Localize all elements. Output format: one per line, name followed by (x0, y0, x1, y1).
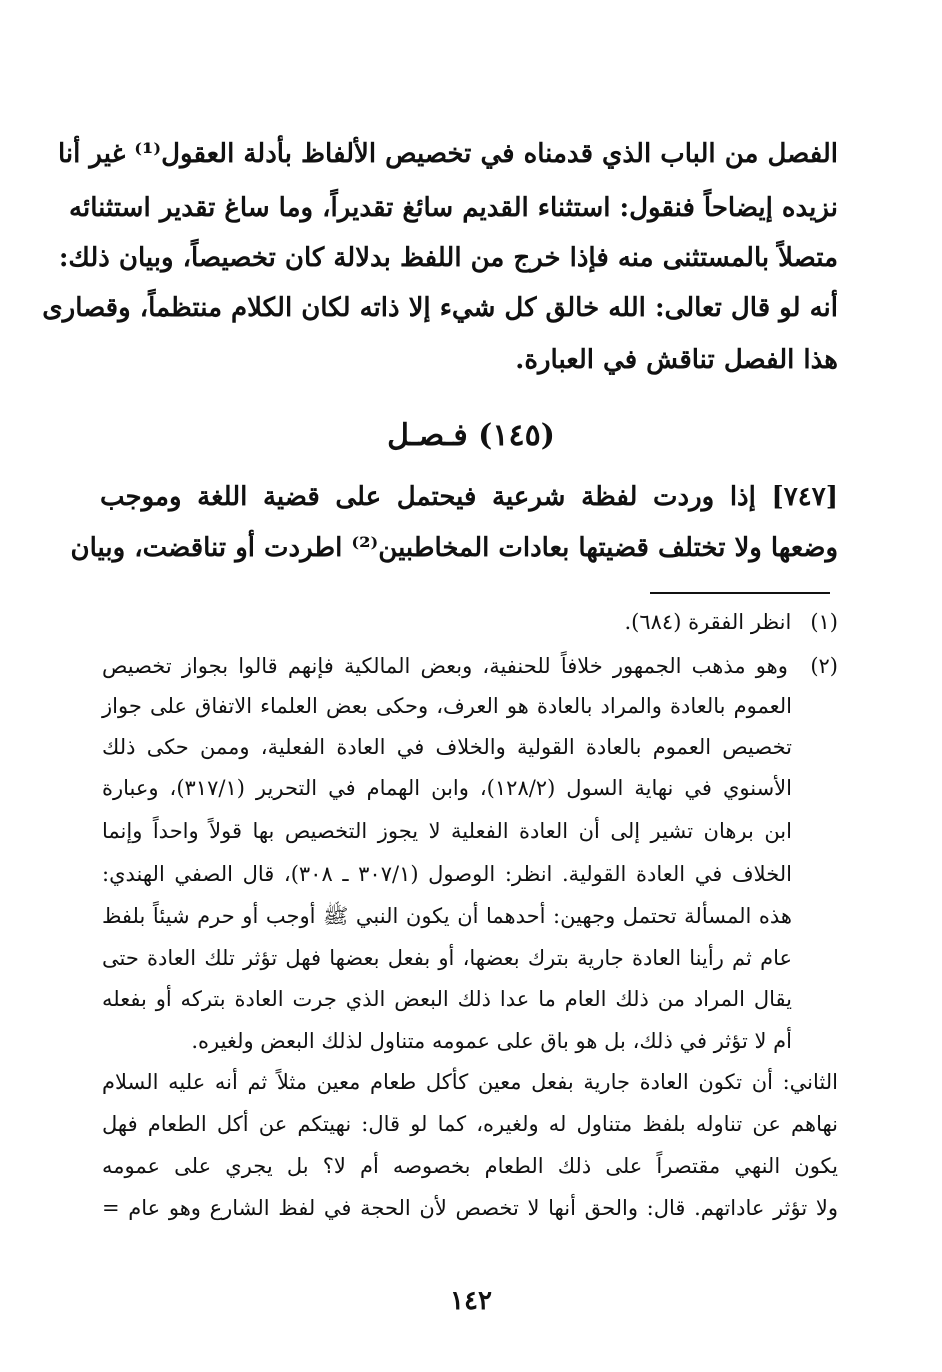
footnote-2-line-10: أم لا تؤثر في ذلك، بل هو باق على عمومه متناول لذلك البعض ولغيره. (191, 1029, 792, 1053)
footnote-2-line-11: الثاني: أن تكون العادة جارية بفعل معين كأكل طعام معين مثلاً ثم أنه عليه السلام (102, 1070, 838, 1094)
footnote-2-text-1: وهو مذهب الجمهور خلافاً للحنفية، وبعض المالكية فإنهم قالوا بجواز تخصيص (102, 654, 788, 678)
footnote-2-line-6: الخلاف في العادة القولية. انظر: الوصول (٣٠٧/١ ـ ٣٠٨)، قال الصفي الهندي: (102, 862, 793, 886)
footnote-1-number: (١) (810, 610, 838, 634)
page-number: ١٤٢ (450, 1286, 492, 1316)
footnote-2-line-13: يكون النهي مقتصراً على ذلك الطعام بخصوصه أم لا؟ بل يجري على عمومه (102, 1154, 838, 1178)
footnote-1 (102, 606, 838, 638)
footnote-2-line-3: تخصيص العموم بالعادة القولية والخلاف في العادة الفعلية، وممن حكى ذلك (102, 735, 792, 759)
body-line-3: متصلاً بالمستثنى منه فإذا خرج من اللفظ بدلالة كان تخصيصاً، وبيان ذلك: (58, 243, 838, 273)
footnote-2-line-7: هذه المسألة تحتمل وجهين: أحدهما أن يكون النبي ﷺ أوجب أو حرم شيئاً بلفظ (102, 904, 792, 928)
footnote-1-text: انظر الفقرة (٦٨٤). (624, 610, 792, 634)
footnote-2-line-14: ولا تؤثر عاداتهم. قال: والحق أنها لا تخصص لأن الحجة في لفظ الشارع وهو عام = (102, 1196, 838, 1220)
footnote-2-line-9: يقال المراد من ذلك العام ما عدا ذلك البعض الذي جرت العادة بتركه أو بفعله (102, 987, 792, 1011)
footnote-2-line-8: عام ثم رأينا العادة جارية بترك بعضها، أو بفعل بعضها فهل تؤثر تلك العادة حتى (102, 946, 792, 970)
footnote-2-line-2: العموم بالعادة والمراد بالعادة هو العرف، وحكى بعض العلماء الاتفاق على جواز (102, 694, 792, 718)
footnote-2-number: (٢) (810, 654, 838, 678)
body-line-1: الفصل من الباب الذي قدمناه في تخصيص الألفاظ بأدلة العقول⁽¹⁾ غير أنا (57, 139, 838, 169)
body-line-5: هذا الفصل تناقش في العبارة. (515, 345, 838, 375)
footnote-2-line-1 (102, 650, 838, 682)
body-line-4: أنه لو قال تعالى: الله خالق كل شيء إلا ذاته لكان الكلام منتظماً، وقصارى (42, 293, 838, 323)
section-heading: (١٤٥) فـصـل (387, 418, 555, 453)
section-line-2: وضعها ولا تختلف قضيتها بعادات المخاطبين⁽²⁾ اطردت أو تناقضت، وبيان (70, 533, 838, 563)
section-line-1: [٧٤٧] إذا وردت لفظة شرعية فيحتمل على قضية اللغة وموجب (100, 482, 838, 512)
body-line-2: نزيده إيضاحاً فنقول: استثناء القديم سائغ تقديراً، وما ساغ تقدير استثنائه (69, 193, 838, 223)
footnote-2-line-5: ابن برهان تشير إلى أن العادة الفعلية لا يجوز التخصيص بها قولاً واحداً وإنما (102, 819, 792, 843)
footnote-separator (650, 592, 830, 594)
footnote-2-line-4: الأسنوي في نهاية السول (١٢٨/٢)، وابن الهمام في التحرير (٣١٧/١)، وعبارة (102, 776, 792, 800)
footnote-2-line-12: نهاهم عن تناوله بلفظ متناول له ولغيره، كما لو قال: نهيتكم عن أكل الطعام فهل (102, 1112, 838, 1136)
